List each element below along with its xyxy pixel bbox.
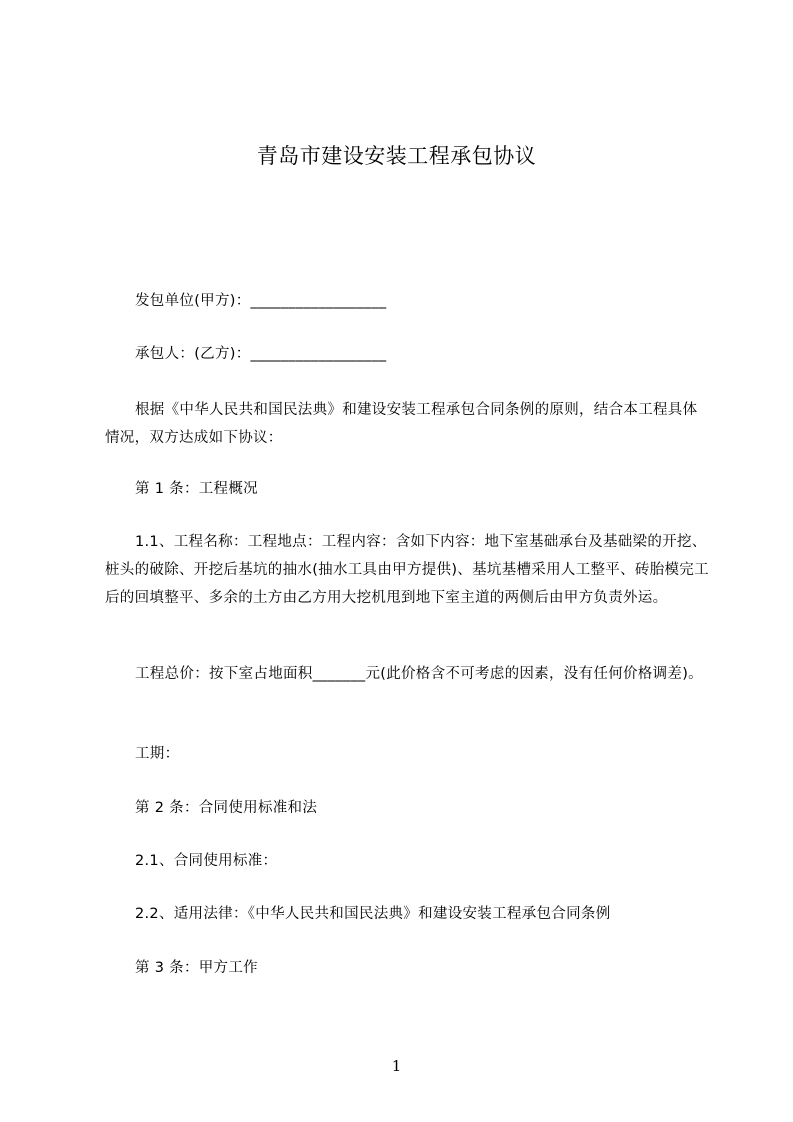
clause-2-2-line: 2.2、适用法律：《中华人民共和国民法典》和建设安装工程承包合同条例: [135, 906, 611, 922]
article-1-heading: 第 1 条：工程概况: [135, 481, 258, 497]
total-price-paragraph: 工程总价：按下室占地面积_______元(此价格含不可考虑的因素，没有任何价格调差)。: [135, 666, 703, 682]
article-2-heading: 第 2 条：合同使用标准和法: [135, 800, 318, 816]
clause-2-1-line: 2.1、合同使用标准：: [135, 853, 278, 869]
document-title: 青岛市建设安装工程承包协议: [256, 144, 537, 168]
article-3-heading: 第 3 条：甲方工作: [135, 960, 258, 976]
clause-1-1-paragraph: 1.1、工程名称：工程地点：工程内容：含如下内容：地下室基础承台及基础梁的开挖、桩头的破除、开挖后基坑的抽水(抽水工具由甲方提供)、基坑基槽采用人工整平、砖胎模完工后的回填整平、多余的土方由乙方用大挖机甩到地下室主道的两侧后由甲方负责外运。: [105, 534, 709, 606]
party-a-line: 发包单位(甲方)：__________________: [135, 293, 387, 309]
party-b-line: 承包人：(乙方)：__________________: [135, 346, 387, 362]
page-number: 1: [391, 1057, 402, 1075]
duration-line: 工期：: [135, 746, 180, 762]
preamble-paragraph: 根据《中华人民共和国民法典》和建设安装工程承包合同条例的原则，结合本工程具体情况，双方达成如下协议：: [105, 402, 698, 446]
